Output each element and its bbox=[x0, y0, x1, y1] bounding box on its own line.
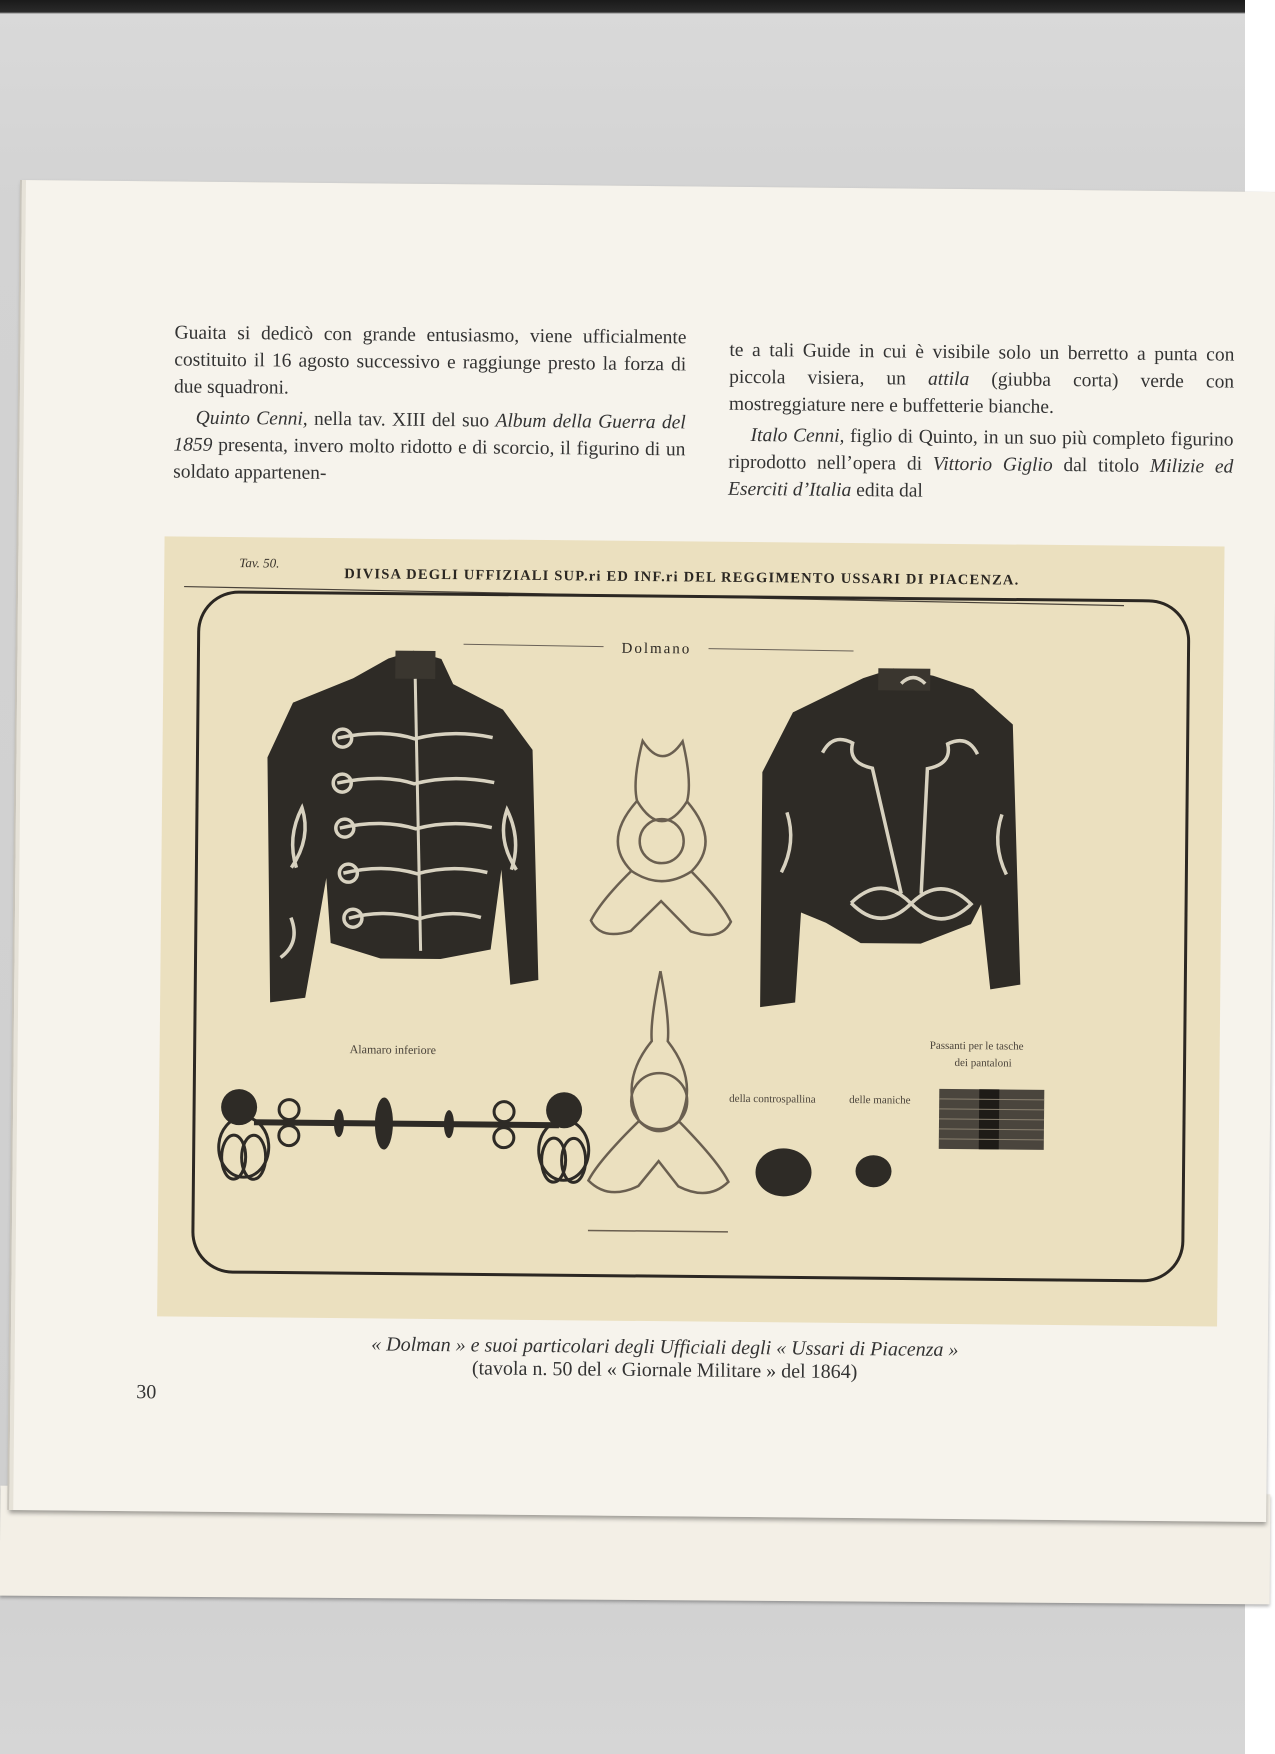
jacket-back-drawing bbox=[760, 667, 1023, 1009]
label-buttons-sleeves: delle maniche bbox=[849, 1093, 911, 1107]
work-title: Album della Guerra del 1859 bbox=[173, 410, 686, 456]
plate-number: Tav. 50. bbox=[239, 555, 280, 571]
person-name: Italo Cenni, bbox=[750, 425, 845, 447]
person-name: Quinto Cenni, bbox=[195, 407, 308, 430]
alamaro-drawing bbox=[218, 1089, 589, 1183]
paragraph: Quinto Cenni, nella tav. XIII del suo Album della Guerra del 1859 presenta, invero molto ridotto e di scorcio, il figurino di un soldato appartenen- bbox=[173, 407, 686, 484]
paragraph: te a tali Guide in cui è visibile solo un berretto a punta con piccola visiera, un attila (giubba corta) verde con mostreggiature nere e buffetterie bianche. bbox=[728, 339, 1235, 418]
label-trouser-loops: Passanti per le tasche bbox=[929, 1039, 1024, 1053]
label-buttons-shoulder: della controspallina bbox=[729, 1092, 816, 1106]
text-column-left bbox=[173, 319, 687, 494]
plate-subtitle: Dolmano bbox=[621, 640, 692, 658]
paragraph: Italo Cenni, figlio di Quinto, in un suo più completo figurino riprodotto nell’opera di Vittorio Giglio dal titolo Milizie ed Eserciti d’Italia edita dal bbox=[727, 425, 1234, 502]
uniform-plate-illustration bbox=[157, 536, 1224, 1326]
trouser-loop-swatch bbox=[939, 1089, 1045, 1150]
illustration-plate bbox=[157, 536, 1224, 1326]
plate-heading: DIVISA DEGLI UFFIZIALI SUP.ri ED INF.ri DEL REGGIMENTO USSARI DI PIACENZA. bbox=[344, 566, 1020, 589]
braid-ornament bbox=[588, 970, 730, 1231]
label-alamaro: Alamaro inferiore bbox=[349, 1042, 437, 1058]
person-name: Vittorio Giglio bbox=[932, 453, 1053, 476]
book-page bbox=[9, 180, 1275, 1522]
text-column-right bbox=[728, 337, 1235, 512]
button-small bbox=[855, 1155, 891, 1187]
figure-caption bbox=[215, 1332, 1115, 1387]
work-title: Milizie ed Eserciti d’Italia bbox=[727, 455, 1234, 501]
label-trouser-loops-2: dei pantaloni bbox=[954, 1056, 1012, 1070]
paragraph: Guaita si dedicò con grande entusiasmo, viene ufficialmente costituito il 16 agosto successivo e raggiunge presto la forza di due squadroni. bbox=[173, 322, 687, 399]
button-large bbox=[755, 1148, 811, 1197]
braid-ornament bbox=[591, 741, 733, 936]
term-attila: attila bbox=[927, 368, 970, 391]
jacket-front-drawing bbox=[265, 649, 541, 1005]
caption-line-2: (tavola n. 50 del « Giornale Militare » del 1864) bbox=[471, 1357, 858, 1384]
page-number: 30 bbox=[136, 1381, 157, 1404]
caption-line-1: « Dolman » e suoi particolari degli Ufficiali degli « Ussari di Piacenza » bbox=[371, 1333, 959, 1362]
